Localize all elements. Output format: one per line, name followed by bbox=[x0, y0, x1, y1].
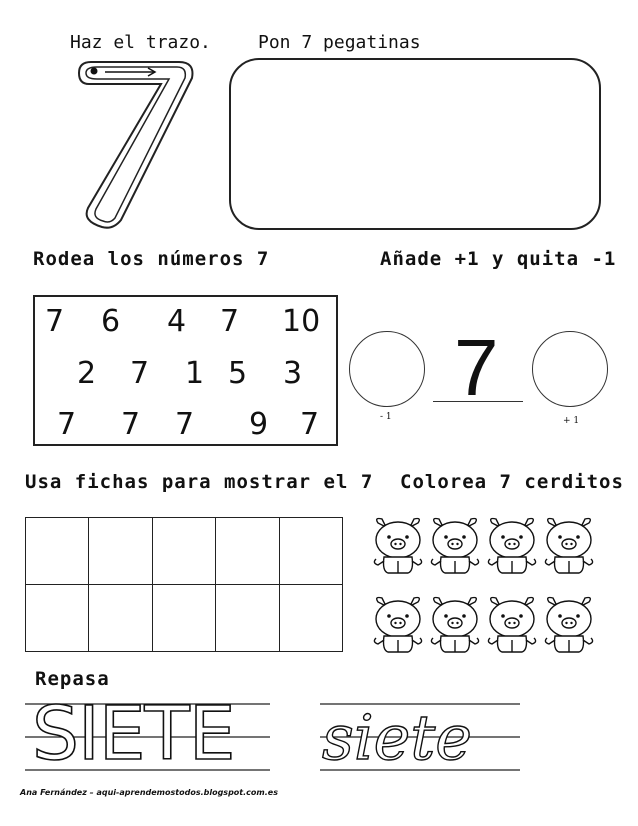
ten-frame-cell[interactable] bbox=[216, 585, 279, 652]
ten-frame-cell[interactable] bbox=[279, 518, 342, 585]
sticker-box[interactable] bbox=[229, 58, 601, 230]
ten-frame-cell[interactable] bbox=[216, 518, 279, 585]
grid-number[interactable]: 7 bbox=[220, 304, 240, 339]
grid-number[interactable]: 4 bbox=[167, 304, 187, 339]
grid-number[interactable]: 7 bbox=[121, 407, 141, 442]
plus-one-circle[interactable] bbox=[532, 331, 608, 407]
grid-number[interactable]: 7 bbox=[300, 407, 320, 442]
ten-frame-cell[interactable] bbox=[89, 518, 152, 585]
ten-frame-cell[interactable] bbox=[279, 585, 342, 652]
minus-one-label: - 1 bbox=[380, 412, 392, 422]
grid-number[interactable]: 9 bbox=[249, 407, 269, 442]
grid-number[interactable]: 5 bbox=[228, 356, 248, 391]
pig-icon[interactable] bbox=[484, 513, 540, 577]
counters-heading: Usa fichas para mostrar el 7 bbox=[25, 471, 374, 493]
minus-one-circle[interactable] bbox=[349, 331, 425, 407]
pig-icon[interactable] bbox=[541, 592, 597, 656]
pig-icon[interactable] bbox=[427, 592, 483, 656]
center-number: 7 bbox=[454, 323, 499, 412]
grid-number[interactable]: 1 bbox=[185, 356, 205, 391]
review-heading: Repasa bbox=[35, 668, 110, 690]
grid-number[interactable]: 7 bbox=[57, 407, 77, 442]
grid-number[interactable]: 2 bbox=[77, 356, 97, 391]
number-grid bbox=[33, 295, 338, 446]
ten-frame-cell[interactable] bbox=[26, 585, 89, 652]
trace-heading: Haz el trazo. bbox=[70, 32, 211, 53]
grid-number[interactable]: 7 bbox=[175, 407, 195, 442]
grid-number[interactable]: 10 bbox=[282, 304, 321, 339]
plus-one-label: + 1 bbox=[563, 416, 580, 426]
ten-frame-cell[interactable] bbox=[26, 518, 89, 585]
color-pigs-heading: Colorea 7 cerditos bbox=[400, 471, 624, 493]
grid-number[interactable]: 7 bbox=[130, 356, 150, 391]
lowercase-tracing-word[interactable]: siete bbox=[322, 701, 472, 774]
ten-frame-cell[interactable] bbox=[89, 585, 152, 652]
footer-credit: Ana Fernández – aqui-aprendemostodos.blogspot.com.es bbox=[20, 788, 278, 797]
grid-number[interactable]: 7 bbox=[45, 304, 65, 339]
ten-frame bbox=[25, 517, 343, 652]
circle-numbers-heading: Rodea los números 7 bbox=[33, 248, 270, 270]
stickers-heading: Pon 7 pegatinas bbox=[258, 32, 421, 53]
ten-frame-cell[interactable] bbox=[152, 518, 215, 585]
center-underline bbox=[433, 401, 523, 402]
pig-icon[interactable] bbox=[370, 592, 426, 656]
add-subtract-heading: Añade +1 y quita -1 bbox=[380, 248, 617, 270]
pig-icon[interactable] bbox=[484, 592, 540, 656]
ten-frame-cell[interactable] bbox=[152, 585, 215, 652]
grid-number[interactable]: 3 bbox=[283, 356, 303, 391]
grid-number[interactable]: 6 bbox=[101, 304, 121, 339]
start-dot-icon bbox=[91, 68, 98, 75]
uppercase-tracing-word[interactable]: SIETE bbox=[32, 691, 235, 777]
trace-seven-outline bbox=[75, 58, 200, 233]
pig-icon[interactable] bbox=[370, 513, 426, 577]
pig-icon[interactable] bbox=[427, 513, 483, 577]
pig-icon[interactable] bbox=[541, 513, 597, 577]
